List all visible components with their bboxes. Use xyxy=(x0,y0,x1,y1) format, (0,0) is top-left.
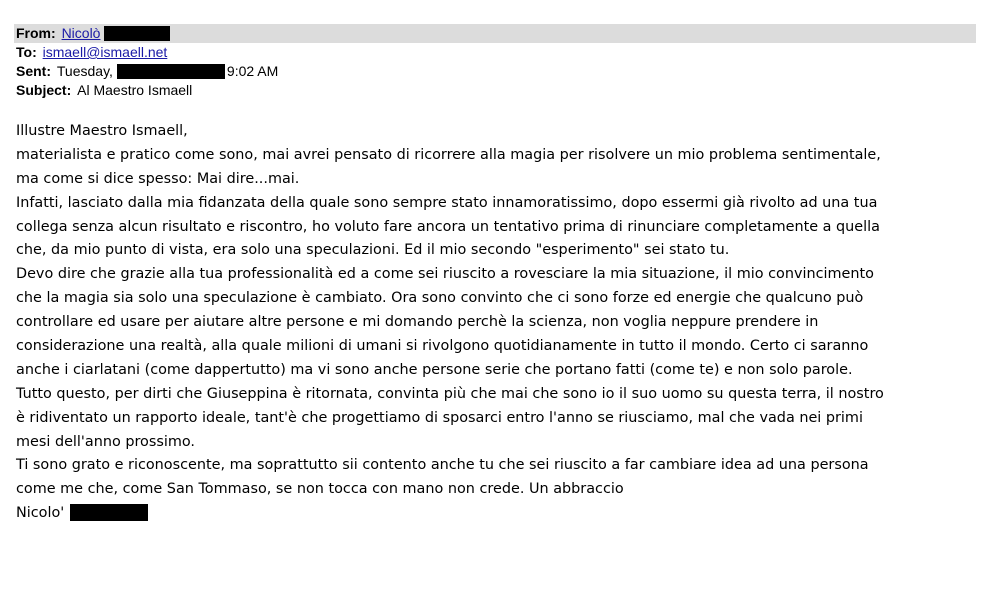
recipient-link[interactable]: ismaell@ismaell.net xyxy=(42,44,168,60)
body-line: materialista e pratico come sono, mai avrei pensato di ricorrere alla magia per risolvere un mio problema sentimentale, xyxy=(16,146,881,163)
body-line: considerazione una realtà, alla quale milioni di umani si rivolgono quotidianamente in tutto il mondo. Certo ci saranno xyxy=(16,338,869,355)
body-line: collega senza alcun risultato e riscontro, ho voluto fare ancora un tentativo prima di rinunciare completamente a quella xyxy=(16,218,880,235)
body-line: che la magia sia solo una speculazione è cambiato. Ora sono convinto che ci sono forze ed energie che qualcuno può xyxy=(16,290,864,307)
body-line: mesi dell'anno prossimo. xyxy=(16,433,195,450)
signature-name: Nicolo' xyxy=(16,505,65,522)
body-line: come me che, come San Tommaso, se non tocca con mano non crede. Un abbraccio xyxy=(16,481,624,498)
from-label: From: xyxy=(16,25,56,41)
body-line: che, da mio punto di vista, era solo una speculazioni. Ed il mio secondo "esperimento" sei stato tu. xyxy=(16,242,730,259)
body-line: Ti sono grato e riconoscente, ma soprattutto sii contento anche tu che sei riuscito a far cambiare idea ad una persona xyxy=(16,457,869,474)
sent-time: 9:02 AM xyxy=(226,63,279,79)
subject-row xyxy=(14,81,976,100)
sent-label: Sent: xyxy=(16,63,51,79)
email-body xyxy=(16,120,981,526)
body-line: Illustre Maestro Ismaell, xyxy=(16,123,188,139)
to-row xyxy=(14,43,976,62)
subject-text: Al Maestro Ismaell xyxy=(77,82,193,98)
signature-line xyxy=(16,502,981,526)
body-line: è ridiventato un rapporto ideale, tant'è che progettiamo di sposarci entro l'anno se riusciamo, mal che vada nei primi xyxy=(16,409,863,426)
body-line: Infatti, lasciato dalla mia fidanzata della quale sono sempre stato innamoratissimo, dopo essermi già rivolto ad una tua xyxy=(16,194,878,211)
sent-row xyxy=(14,62,976,81)
redaction-bar xyxy=(104,26,170,41)
redaction-bar xyxy=(117,64,225,79)
body-line: controllare ed usare per aiutare altre persone e mi domando perchè la scienza, non voglia neppure prendere in xyxy=(16,314,819,331)
body-line: Devo dire che grazie alla tua professionalità ed a come sei riuscito a rovesciare la mia situazione, il mio convincimento xyxy=(16,266,874,283)
email-header xyxy=(14,24,976,100)
redaction-bar xyxy=(70,504,148,521)
body-line: anche i ciarlatani (come dappertutto) ma vi sono anche persone serie che portano fatti (come te) e non solo parole. xyxy=(16,361,853,378)
subject-label: Subject: xyxy=(16,82,72,98)
body-line: ma come si dice spesso: Mai dire...mai. xyxy=(16,170,300,187)
sender-link[interactable]: Nicolò xyxy=(61,25,101,41)
body-line: Tutto questo, per dirti che Giuseppina è ritornata, convinta più che mai che sono io il suo uomo su questa terra, il nostro xyxy=(16,385,884,402)
to-label: To: xyxy=(16,44,37,60)
from-row xyxy=(14,24,976,43)
sent-day: Tuesday, xyxy=(56,63,113,79)
